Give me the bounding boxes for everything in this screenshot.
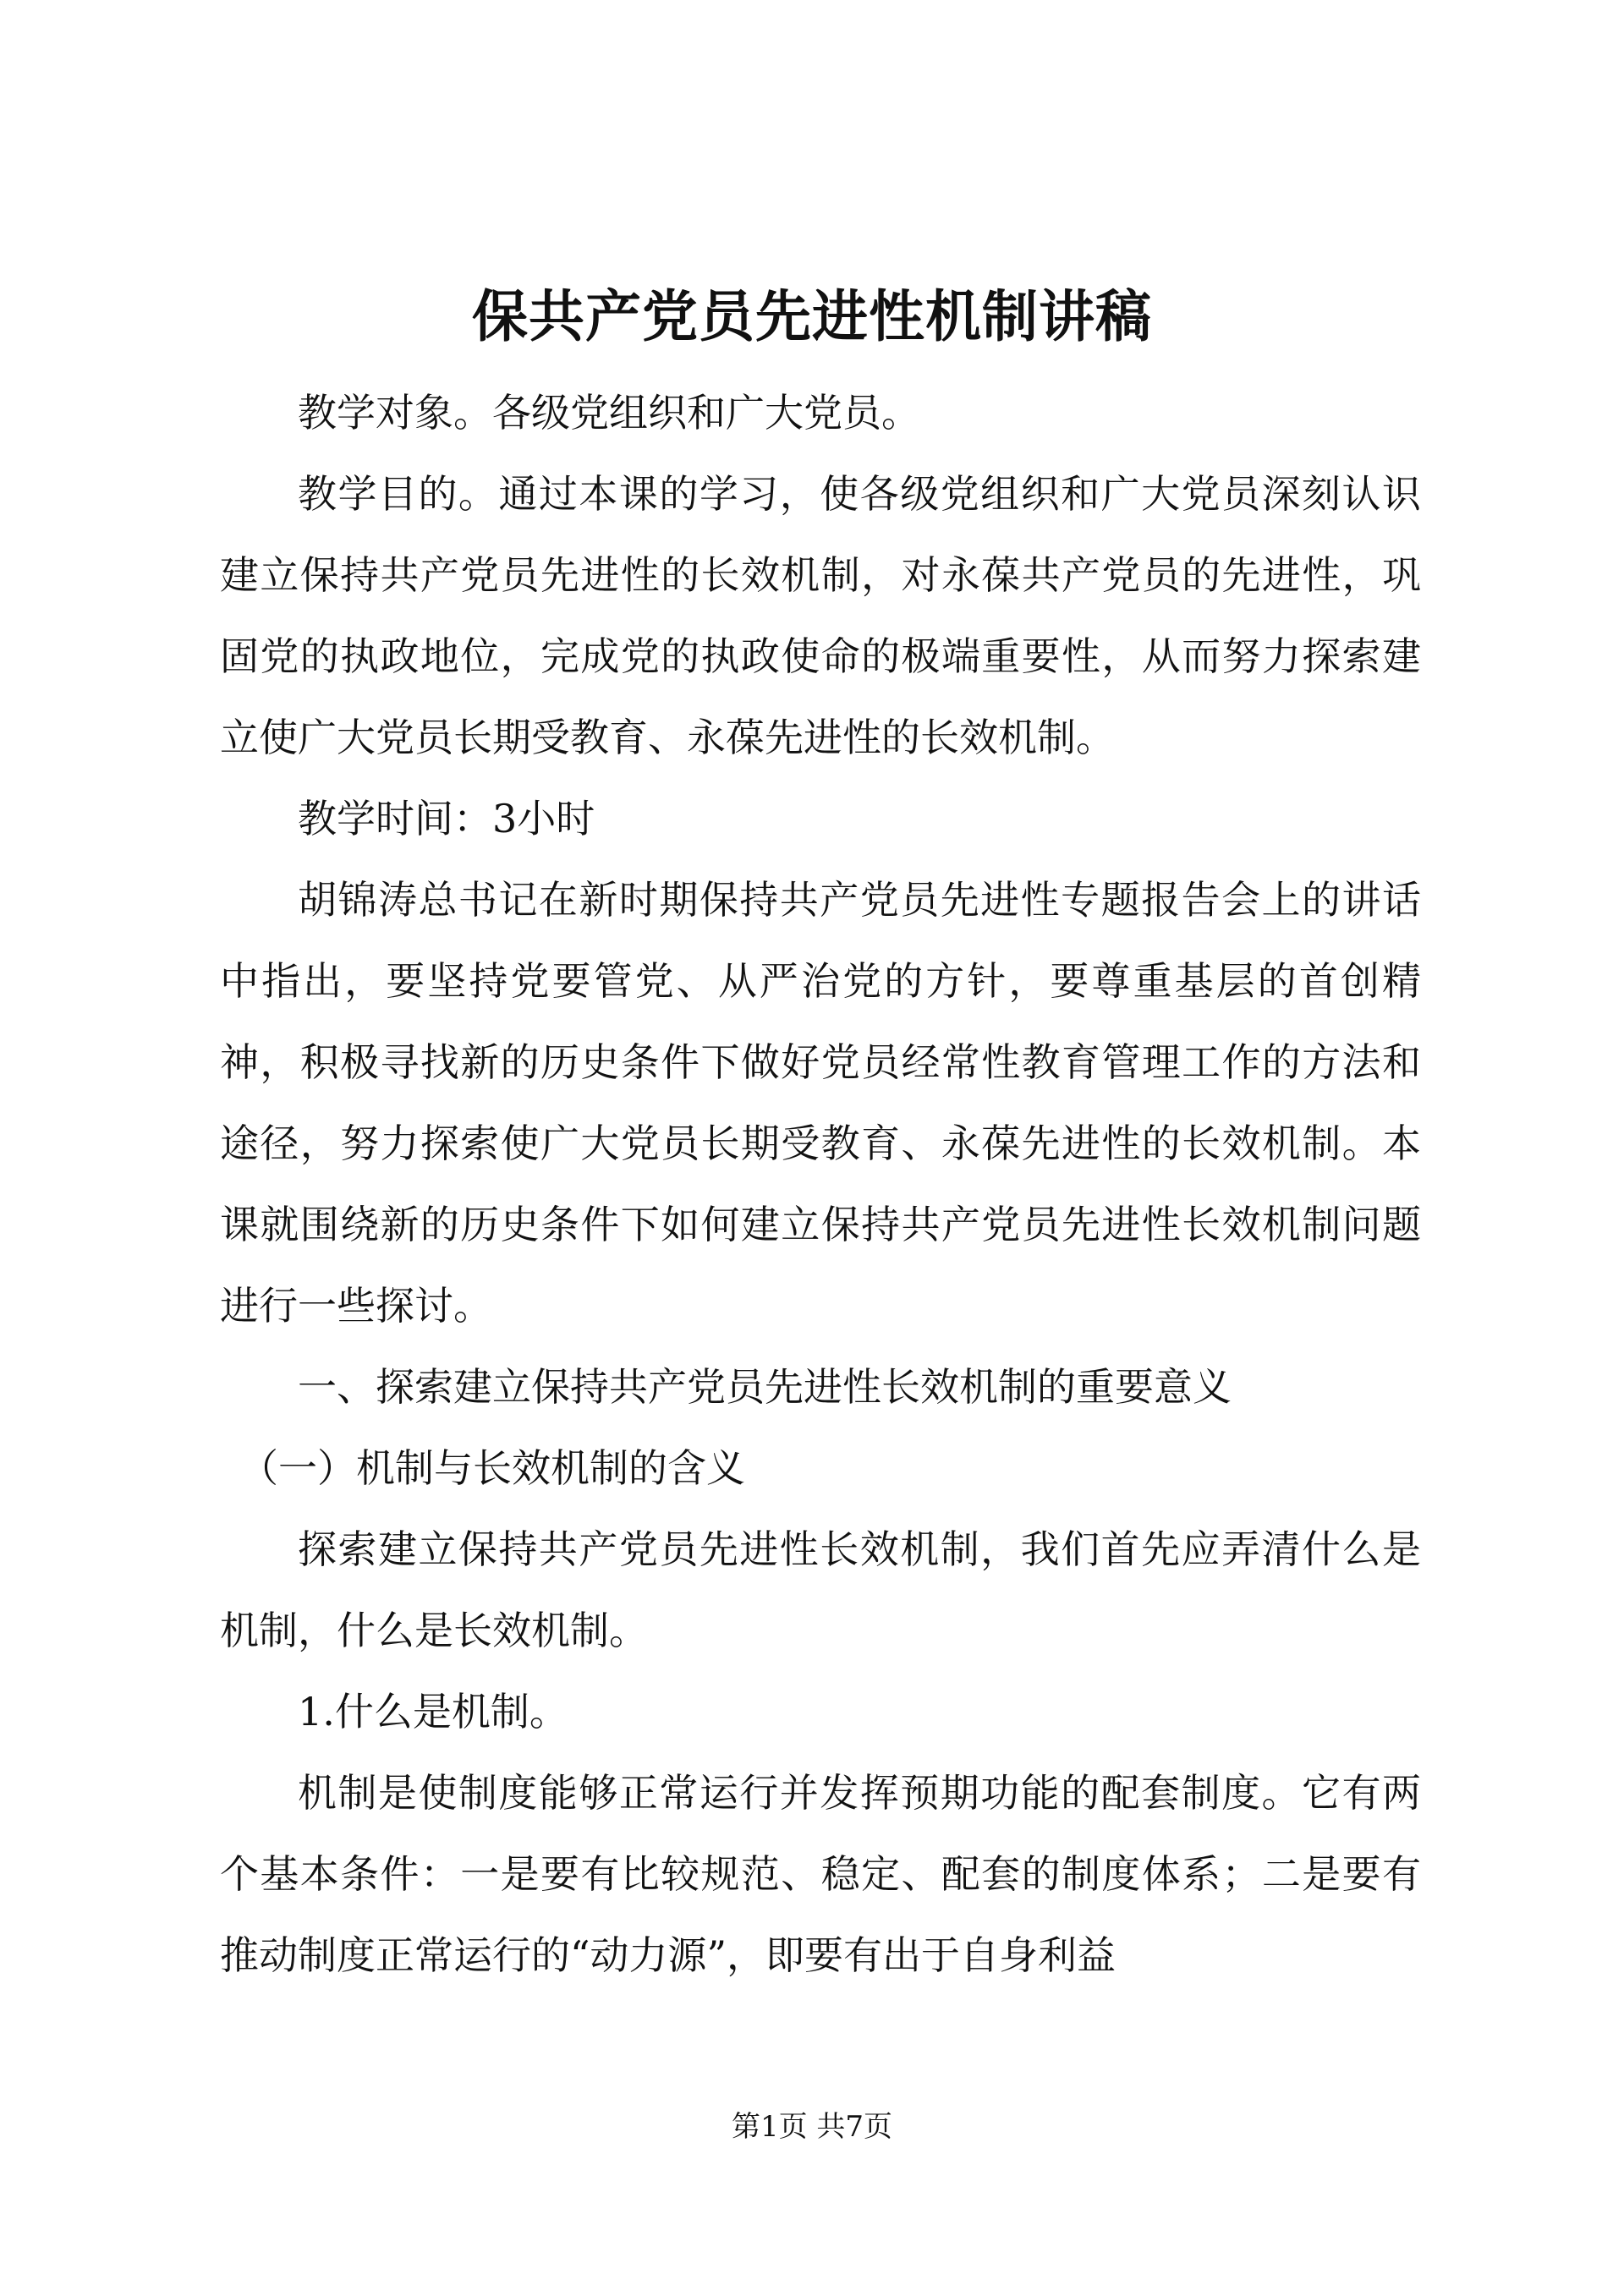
paragraph-teaching-target: 教学对象。各级党组织和广大党员。 (298, 390, 920, 436)
paragraph-teaching-time: 教学时间：3小时 (298, 796, 595, 841)
page-number-footer: 第1页 共7页 (731, 2110, 893, 2144)
paragraph-mechanism-intro: 探索建立保持共产党员先进性长效机制，我们首先应弄清什么是机制，什么是长效机制。 (220, 1526, 1421, 1653)
section-heading-1: 一、探索建立保持共产党员先进性长效机制的重要意义 (298, 1364, 1232, 1410)
document-body (220, 372, 1421, 1996)
paragraph-mechanism-definition: 机制是使制度能够正常运行并发挥预期功能的配套制度。它有两个基本条件：一是要有比较规范、稳定、配套的制度体系；二是要有推动制度正常运行的“动力源”，即要有出于自身利益 (220, 1770, 1421, 1978)
paragraph-intro: 胡锦涛总书记在新时期保持共产党员先进性专题报告会上的讲话中指出，要坚持党要管党、从严治党的方针，要尊重基层的首创精神，积极寻找新的历史条件下做好党员经常性教育管理工作的方法和途径，努力探索使广大党员长期受教育、永葆先进性的长效机制。本课就围绕新的历史条件下如何建立保持共产党员先进性长效机制问题进行一些探讨。 (220, 877, 1421, 1329)
subsection-heading-1-1: （一）机制与长效机制的含义 (239, 1445, 745, 1491)
document-title: 保共产党员先进性机制讲稿 (472, 283, 1152, 349)
paragraph-teaching-purpose: 教学目的。通过本课的学习，使各级党组织和广大党员深刻认识建立保持共产党员先进性的长效机制，对永葆共产党员的先进性，巩固党的执政地位，完成党的执政使命的极端重要性，从而努力探索建立使广大党员长期受教育、永葆先进性的长效机制。 (220, 471, 1421, 760)
item-heading-what-is-mechanism: 1.什么是机制。 (298, 1689, 568, 1734)
